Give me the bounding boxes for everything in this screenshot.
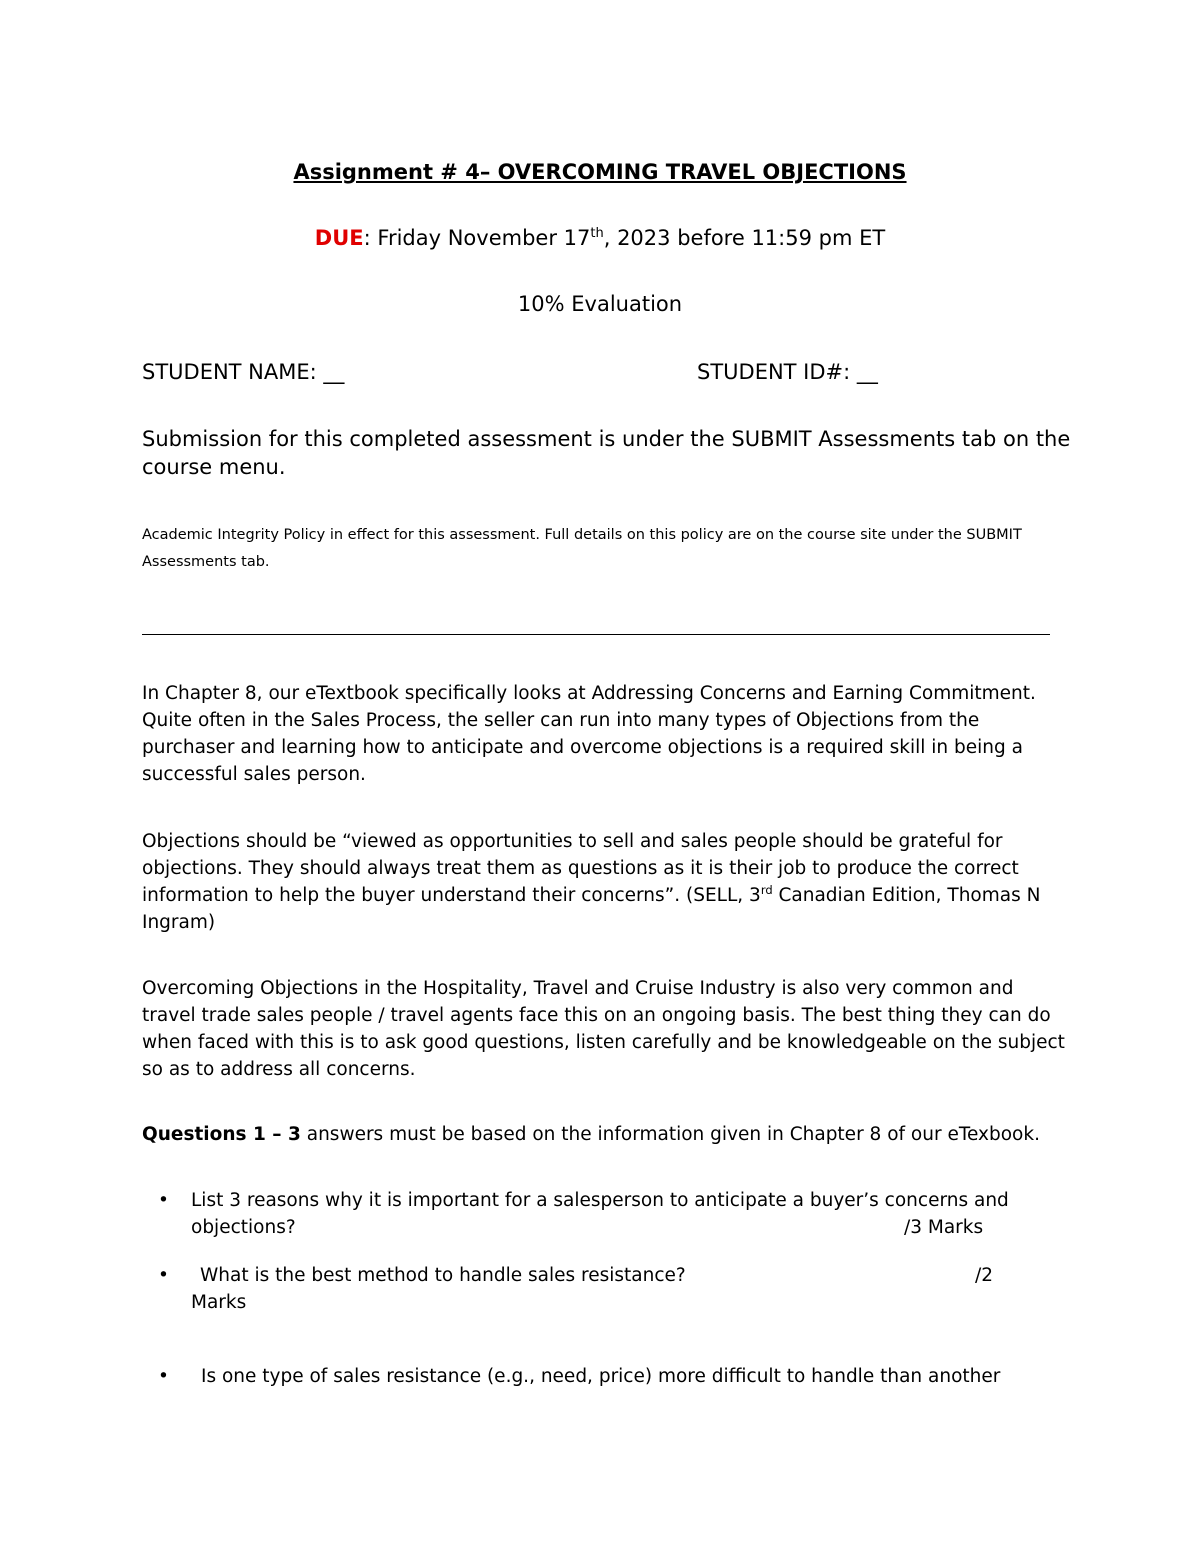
quote-citation: Canadian Edition, Thomas N Ingram) [142,885,1041,933]
objections-quote-paragraph [142,828,1072,936]
assignment-title: Assignment # 4– OVERCOMING TRAVEL OBJECTIONS [293,160,907,184]
submission-instructions: Submission for this completed assessment is under the SUBMIT Assessments tab on the course menu. [142,427,1071,479]
quote-text: Objections should be “viewed as opportunities to sell and sales people should be grateful for objections. They should always treat them as questions as it is their job to produce the correct information to help the buyer understand their concerns”. (SELL, 3 [142,831,1019,906]
student-name-label: STUDENT NAME: __ [142,360,345,384]
horizontal-divider [142,634,1050,635]
question-1-marks: /3 Marks [904,1217,984,1238]
evaluation-weight: 10% Evaluation [517,292,683,316]
question-2-marks: /2 [975,1265,994,1286]
due-text-start: : Friday November 17 [363,226,591,250]
due-text-end: , 2023 before 11:59 pm ET [603,226,886,250]
industry-paragraph: Overcoming Objections in the Hospitality, Travel and Cruise Industry is also very common and travel trade sales people / travel agents face this on an ongoing basis. The best thing they can do when faced with this is to ask good questions, listen carefully and be knowledgeable on the subject so as to address all concerns. [142,978,1065,1080]
questions-intro-text: answers must be based on the information given in Chapter 8 of our eTexbook. [300,1124,1040,1145]
question-1-line-2: objections? [191,1217,296,1238]
intro-paragraph: In Chapter 8, our eTextbook specifically looks at Addressing Concerns and Earning Commitment. Quite often in the Sales Process, the seller can run into many types of Objections from the purchaser and learning how to anticipate and overcome objections is a required skill in being a successful sales person. [142,683,1036,785]
question-2-line-1: What is the best method to handle sales resistance? [200,1265,686,1286]
due-label: DUE [314,226,364,250]
due-superscript: th [590,226,604,241]
bullet-icon: • [158,1366,169,1387]
student-id-label: STUDENT ID#: __ [697,360,878,384]
bullet-icon: • [158,1265,169,1286]
edition-superscript: rd [760,882,773,897]
questions-range-bold: Questions 1 – 3 [142,1124,301,1145]
question-3-line-1: Is one type of sales resistance (e.g., need, price) more difficult to handle than another [201,1366,1001,1387]
question-1-line-1: List 3 reasons why it is important for a salesperson to anticipate a buyer’s concerns and [191,1190,1009,1211]
academic-integrity-note: Academic Integrity Policy in effect for this assessment. Full details on this policy are on the course site under the SUBMIT Assessments tab. [142,527,1022,570]
bullet-icon: • [158,1190,169,1211]
question-2-line-2: Marks [191,1292,247,1313]
questions-intro [142,1121,1072,1148]
due-date-line [0,226,1200,250]
